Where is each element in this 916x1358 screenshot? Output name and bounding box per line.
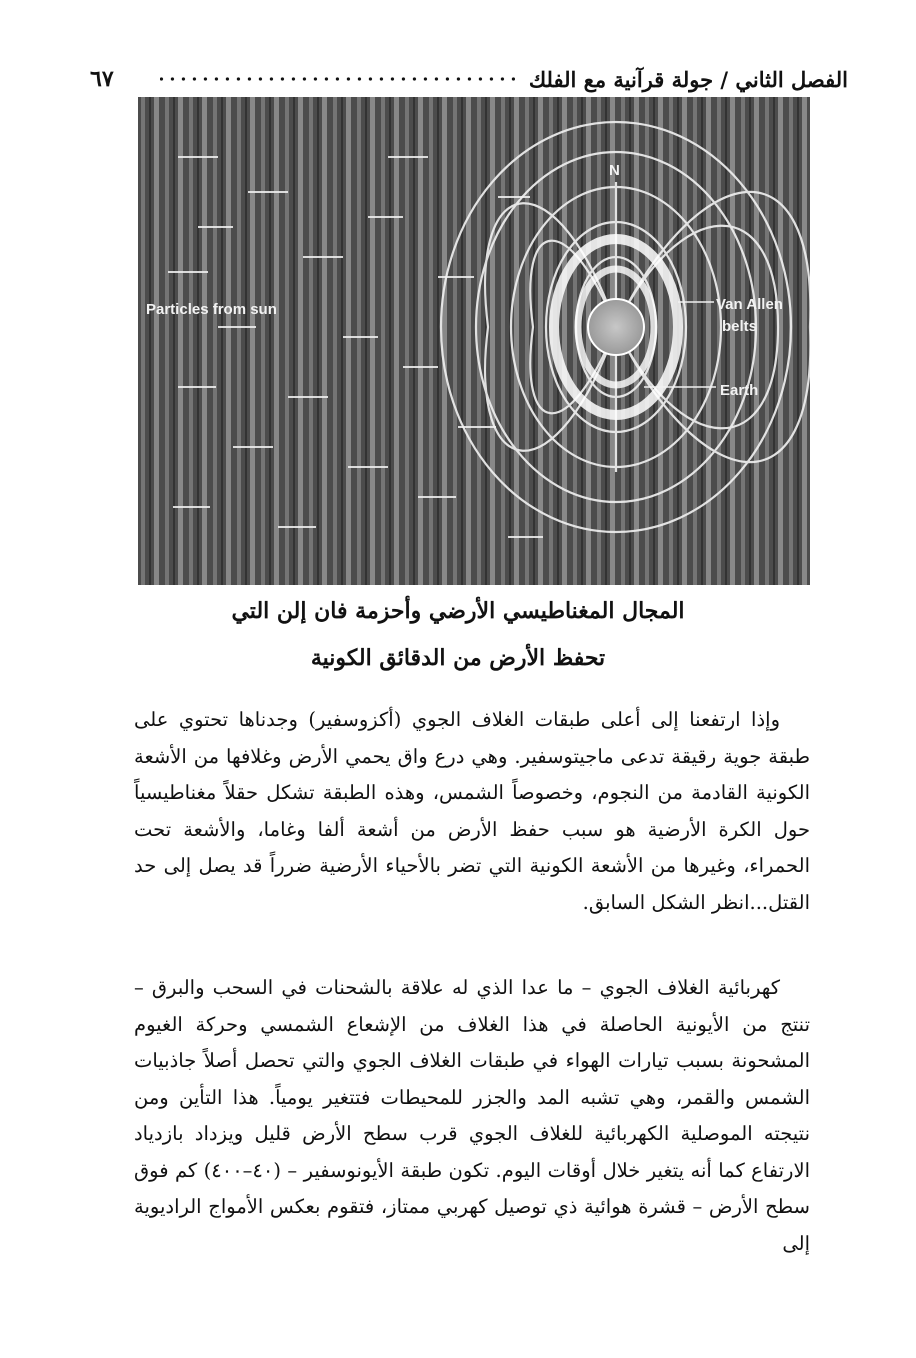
paragraph-2-text: كهربائية الغلاف الجوي – ما عدا الذي له علاقة بالشحنات في السحب والبرق – تنتج من الأيونية الحاصلة في هذا الغلاف من الإشعاع الشمسي وحركة الغيوم المشحونة بسبب تيارات الهواء في طبقات الغلاف الجوي والتي تحصل أصلاً جاذبيات الشمس والقمر، وهي تشبه المد والجزر للمحيطات فتتغير يومياً. هذا التأين ومن نتيجته الموصلية الكهربائية للغلاف الجوي قرب سطح الأرض قليل ويزداد بازدياد الارتفاع كما أنه يتغير خلال أوقات اليوم. تكون طبقة الأيونوسفير – (٤٠–٤٠٠) كم فوق سطح الأرض – قشرة هوائية ذي توصيل كهربي ممتاز، فتقوم بعكس الأمواج الراديوية إلى <box>134 976 810 1255</box>
label-particles-from-sun: Particles from sun <box>146 301 277 318</box>
paragraph-1-text: وإذا ارتفعنا إلى أعلى طبقات الغلاف الجوي (أكزوسفير) وجدناها تحتوي على طبقة جوية رقيقة تدعى ماجيتوسفير. وهي درع واق يحمي الأرض وغلافها من الأشعة الكونية القادمة من النجوم، وخصوصاً الشمس، وهذه الطبقة تشكل حقلاً مغناطيسياً حول الكرة الأرضية هو سبب حفظ الأرض من أشعة ألفا وغاما، والأشعة تحت الحمراء، وغيرها من الأشعة الكونية التي تضر بالأحياء الأرضية ضرراً قد يصل إلى حد القتل...انظر الشكل السابق. <box>134 708 810 914</box>
page-header <box>90 62 848 96</box>
magnetosphere-illustration <box>138 97 810 585</box>
magnetosphere-figure <box>138 97 810 585</box>
figure-caption-line-2: تحفظ الأرض من الدقائق الكونية <box>310 645 606 671</box>
label-van-allen: Van Allen <box>716 296 783 313</box>
earth-globe <box>588 299 644 355</box>
running-title: الفصل الثاني / جولة قرآنية مع الفلك <box>528 66 848 92</box>
label-north: N <box>609 162 620 179</box>
label-earth: Earth <box>720 382 759 399</box>
label-belts: belts <box>722 318 758 335</box>
page-number: ٦٧ <box>90 66 114 92</box>
paragraph-2 <box>134 970 810 1262</box>
header-dotted-rule <box>160 76 515 82</box>
paragraph-1 <box>134 702 810 921</box>
figure-caption-line-1: المجال المغناطيسي الأرضي وأحزمة فان إلن التي <box>231 598 685 624</box>
